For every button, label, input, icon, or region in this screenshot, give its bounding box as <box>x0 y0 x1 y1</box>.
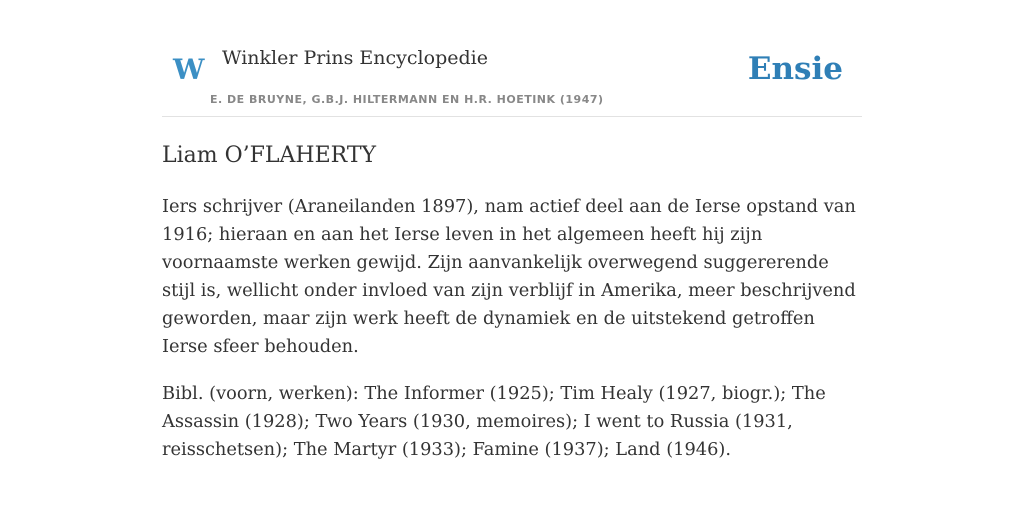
entry-title: Liam O’FLAHERTY <box>162 143 377 168</box>
source-authors: E. DE BRUYNE, G.B.J. HILTERMANN EN H.R. HOETINK (1947) <box>210 93 604 106</box>
winkler-prins-logo: W <box>173 53 205 86</box>
entry-paragraph-description: Iers schrijver (Araneilanden 1897), nam actief deel aan de Ierse opstand van 1916; hieraan en aan het Ierse leven in het algemeen heeft hij zijn voornaamste werken gewijd. Zijn aanvankelijk overwegend suggererende stijl is, wellicht onder invloed van zijn verblijf in Amerika, meer beschrijvend geworden, maar zijn werk heeft de dynamiek en de uitstekend getroffen Ierse sfeer behouden. <box>162 196 856 357</box>
entry-paragraph-bibliography: Bibl. (voorn, werken): The Informer (1925); Tim Healy (1927, biogr.); The Assassin (1928); Two Years (1930, memoires); I went to Russia (1931, reisschetsen); The Martyr (1933); Famine (1937); Land (1946). <box>162 383 826 460</box>
source-header <box>162 0 862 117</box>
ensie-brand-link[interactable]: Ensie <box>747 51 843 87</box>
source-title: Winkler Prins Encyclopedie <box>222 47 488 69</box>
page-content <box>162 0 862 464</box>
